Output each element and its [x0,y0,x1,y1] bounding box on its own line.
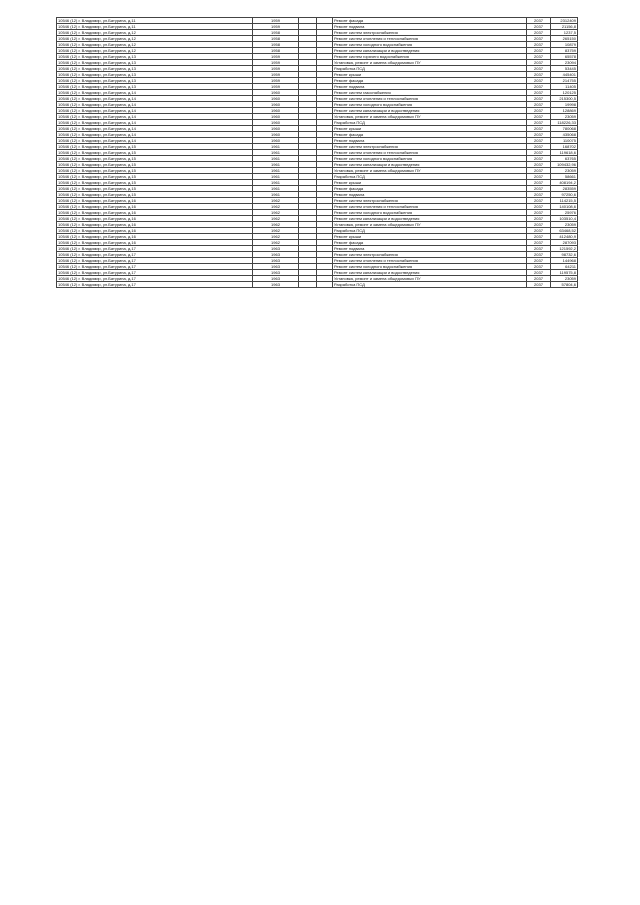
year-cell: 1962 [253,204,299,210]
cost-cell: 2312409 [551,18,578,24]
address-cell: 10546 (12) г. Владимир, ул.Батурина, д.14 [57,102,253,108]
table-body [57,18,578,288]
address-cell: 10546 (12) г. Владимир, ул.Батурина, д.13 [57,66,253,72]
address-cell: 10546 (12) г. Владимир, ул.Батурина, д.14 [57,138,253,144]
address-cell: 10546 (12) г. Владимир, ул.Батурина, д.17 [57,270,253,276]
year-cell: 1963 [253,270,299,276]
planned-year-cell: 2037 [527,54,551,60]
planned-year-cell: 2037 [527,66,551,72]
year-cell: 1959 [253,54,299,60]
cost-cell: 23059 [551,114,578,120]
address-cell: 10546 (12) г. Владимир, ул.Батурина, д.14 [57,108,253,114]
year-cell: 1959 [253,60,299,66]
cost-cell: 283559 [551,186,578,192]
column-6-cell [317,282,333,288]
work-type-cell: Ремонт систем канализации и водоотведения [333,216,527,222]
planned-year-cell: 2037 [527,90,551,96]
year-cell: 1960 [253,120,299,126]
work-type-cell: Ремонт систем отопления и теплоснабжения [333,150,527,156]
cost-cell: 23059 [551,276,578,282]
year-cell: 1960 [253,96,299,102]
address-cell: 10546 (12) г. Владимир, ул.Батурина, д.13 [57,84,253,90]
planned-year-cell: 2037 [527,240,551,246]
cost-cell: 53445 [551,66,578,72]
planned-year-cell: 2037 [527,216,551,222]
planned-year-cell: 2037 [527,132,551,138]
year-cell: 1961 [253,144,299,150]
cost-cell: 119618,6 [551,150,578,156]
cost-cell: 10879 [551,42,578,48]
planned-year-cell: 2037 [527,186,551,192]
planned-year-cell: 2037 [527,60,551,66]
planned-year-cell: 2037 [527,48,551,54]
year-cell: 1961 [253,162,299,168]
work-type-cell: Разработка ПСД [333,228,527,234]
planned-year-cell: 2037 [527,264,551,270]
cost-cell: 780068 [551,126,578,132]
year-cell: 1958 [253,36,299,42]
cost-cell: 214755 [551,78,578,84]
address-cell: 10546 (12) г. Владимир, ул.Батурина, д.15 [57,144,253,150]
planned-year-cell: 2037 [527,36,551,42]
planned-year-cell: 2037 [527,108,551,114]
year-cell: 1961 [253,180,299,186]
year-cell: 1960 [253,138,299,144]
address-cell: 10546 (12) г. Владимир, ул.Батурина, д.14 [57,126,253,132]
address-cell: 10546 (12) г. Владимир, ул.Батурина, д.16 [57,204,253,210]
planned-year-cell: 2037 [527,252,551,258]
address-cell: 10546 (12) г. Владимир, ул.Батурина, д.14 [57,90,253,96]
address-cell: 10546 (12) г. Владимир, ул.Батурина, д.12 [57,30,253,36]
year-cell: 1958 [253,48,299,54]
planned-year-cell: 2037 [527,246,551,252]
cost-cell: 128869 [551,108,578,114]
planned-year-cell: 2037 [527,198,551,204]
table-row [57,282,578,288]
cost-cell: 121592,2 [551,246,578,252]
year-cell: 1963 [253,252,299,258]
address-cell: 10546 (12) г. Владимир, ул.Батурина, д.16 [57,198,253,204]
year-cell: 1963 [253,246,299,252]
planned-year-cell: 2037 [527,270,551,276]
address-cell: 10546 (12) г. Владимир, ул.Батурина, д.14 [57,132,253,138]
cost-cell: 83759 [551,48,578,54]
work-type-cell: Ремонт систем холодного водоснабжения [333,156,527,162]
planned-year-cell: 2037 [527,84,551,90]
year-cell: 1961 [253,174,299,180]
work-type-cell: Ремонт систем отопления и теплоснабжения [333,204,527,210]
work-type-cell: Ремонт фасада [333,240,527,246]
year-cell: 1960 [253,114,299,120]
cost-cell: 21156,8 [551,24,578,30]
cost-cell: 19998 [551,102,578,108]
work-type-cell: Ремонт систем электроснабжения [333,144,527,150]
year-cell: 1962 [253,234,299,240]
address-cell: 10546 (12) г. Владимир, ул.Батурина, д.11 [57,18,253,24]
cost-cell: 63765 [551,156,578,162]
address-cell: 10546 (12) г. Владимир, ул.Батурина, д.15 [57,180,253,186]
cost-cell: 140108,6 [551,204,578,210]
planned-year-cell: 2037 [527,144,551,150]
work-type-cell: Ремонт крыши [333,234,527,240]
work-type-cell: Ремонт систем холодного водоснабжения [333,210,527,216]
work-type-cell: Ремонт систем канализации и водоотведения [333,162,527,168]
work-type-cell: Ремонт подвала [333,192,527,198]
planned-year-cell: 2037 [527,30,551,36]
planned-year-cell: 2037 [527,114,551,120]
year-cell: 1962 [253,216,299,222]
work-type-cell: Ремонт подвала [333,138,527,144]
cost-cell: 408194,2 [551,180,578,186]
year-cell: 1959 [253,66,299,72]
cost-cell: 110075 [551,138,578,144]
cost-cell: 114215,5 [551,198,578,204]
year-cell: 1961 [253,192,299,198]
work-type-cell: Ремонт крыши [333,180,527,186]
address-cell: 10546 (12) г. Владимир, ул.Батурина, д.16 [57,240,253,246]
cost-cell: 118226,33 [551,120,578,126]
address-cell: 10546 (12) г. Владимир, ул.Батурина, д.16 [57,234,253,240]
work-type-cell: Ремонт систем электроснабжения [333,30,527,36]
cost-cell: 63468,52 [551,228,578,234]
planned-year-cell: 2037 [527,156,551,162]
year-cell: 1963 [253,282,299,288]
work-type-cell: Ремонт систем холодного водоснабжения [333,42,527,48]
work-type-cell: Ремонт систем электроснабжения [333,252,527,258]
work-type-cell: Ремонт систем отопления и теплоснабжения [333,258,527,264]
address-cell: 10546 (12) г. Владимир, ул.Батурина, д.17 [57,258,253,264]
year-cell: 1960 [253,108,299,114]
cost-cell: 215300,5 [551,96,578,102]
planned-year-cell: 2037 [527,258,551,264]
cost-cell: 120125 [551,90,578,96]
address-cell: 10546 (12) г. Владимир, ул.Батурина, д.13 [57,60,253,66]
year-cell: 1963 [253,276,299,282]
work-type-cell: Ремонт фасада [333,186,527,192]
work-type-cell: Ремонт фасада [333,132,527,138]
address-cell: 10546 (12) г. Владимир, ул.Батурина, д.16 [57,210,253,216]
year-cell: 1960 [253,90,299,96]
address-cell: 10546 (12) г. Владимир, ул.Батурина, д.11 [57,24,253,30]
year-cell: 1963 [253,264,299,270]
work-type-cell: Установка, ремонт и замена общедомовых ПУ [333,168,527,174]
work-type-cell: Установка, ремонт и замена общедомовых ПУ [333,276,527,282]
planned-year-cell: 2037 [527,102,551,108]
cost-cell: 103510,4 [551,216,578,222]
year-cell: 1962 [253,222,299,228]
work-type-cell: Ремонт систем канализации и водоотведения [333,48,527,54]
work-type-cell: Ремонт систем отопления и теплоснабжения [333,96,527,102]
cost-cell: 144968 [551,258,578,264]
cost-cell: 23059 [551,222,578,228]
address-cell: 10546 (12) г. Владимир, ул.Батурина, д.17 [57,252,253,258]
planned-year-cell: 2037 [527,138,551,144]
address-cell: 10546 (12) г. Владимир, ул.Батурина, д.16 [57,222,253,228]
year-cell: 1959 [253,18,299,24]
address-cell: 10546 (12) г. Владимир, ул.Батурина, д.14 [57,120,253,126]
year-cell: 1958 [253,42,299,48]
cost-cell: 1237,5 [551,30,578,36]
address-cell: 10546 (12) г. Владимир, ул.Батурина, д.12 [57,48,253,54]
work-type-cell: Разработка ПСД [333,174,527,180]
column-5-cell [299,282,317,288]
cost-cell: 287093 [551,240,578,246]
work-type-cell: Ремонт фасада [333,78,527,84]
work-type-cell: Ремонт систем электроснабжения [333,198,527,204]
address-cell: 10546 (12) г. Владимир, ул.Батурина, д.15 [57,174,253,180]
year-cell: 1960 [253,126,299,132]
address-cell: 10546 (12) г. Владимир, ул.Батурина, д.15 [57,186,253,192]
cost-cell: 64211 [551,264,578,270]
address-cell: 10546 (12) г. Владимир, ул.Батурина, д.15 [57,192,253,198]
cost-cell: 109432,96 [551,162,578,168]
planned-year-cell: 2037 [527,162,551,168]
address-cell: 10546 (12) г. Владимир, ул.Батурина, д.13 [57,72,253,78]
address-cell: 10546 (12) г. Владимир, ул.Батурина, д.17 [57,282,253,288]
work-type-cell: Ремонт систем холодного водоснабжения [333,264,527,270]
planned-year-cell: 2037 [527,222,551,228]
cost-cell: 58661 [551,174,578,180]
cost-cell: 25976 [551,210,578,216]
work-type-cell: Ремонт фасада [333,18,527,24]
cost-cell: 23094 [551,60,578,66]
cost-cell: 98732,6 [551,252,578,258]
work-type-cell: Установка, ремонт и замена общедомовых ПУ [333,60,527,66]
work-type-cell: Ремонт подвала [333,24,527,30]
address-cell: 10546 (12) г. Владимир, ул.Батурина, д.13 [57,78,253,84]
planned-year-cell: 2037 [527,276,551,282]
planned-year-cell: 2037 [527,96,551,102]
planned-year-cell: 2037 [527,228,551,234]
work-type-cell: Ремонт крыши [333,126,527,132]
work-type-cell: Ремонт систем канализации и водоотведения [333,108,527,114]
planned-year-cell: 2037 [527,126,551,132]
year-cell: 1959 [253,72,299,78]
work-type-cell: Ремонт систем отопления и теплоснабжения [333,36,527,42]
planned-year-cell: 2037 [527,72,551,78]
estimate-table [56,17,578,288]
planned-year-cell: 2037 [527,192,551,198]
year-cell: 1961 [253,168,299,174]
work-type-cell: Ремонт систем холодного водоснабжения [333,102,527,108]
work-type-cell: Разработка ПСД [333,120,527,126]
cost-cell: 412480,9 [551,234,578,240]
address-cell: 10546 (12) г. Владимир, ул.Батурина, д.15 [57,162,253,168]
cost-cell: 23059 [551,168,578,174]
work-type-cell: Ремонт крыши [333,72,527,78]
cost-cell: 11405 [551,84,578,90]
address-cell: 10546 (12) г. Владимир, ул.Батурина, д.13 [57,54,253,60]
planned-year-cell: 2037 [527,234,551,240]
work-type-cell: Ремонт систем горячего водоснабжения [333,54,527,60]
cost-cell: 435068 [551,132,578,138]
year-cell: 1959 [253,78,299,84]
year-cell: 1960 [253,102,299,108]
work-type-cell: Ремонт подвала [333,84,527,90]
work-type-cell: Разработка ПСД [333,282,527,288]
address-cell: 10546 (12) г. Владимир, ул.Батурина, д.12 [57,42,253,48]
planned-year-cell: 2037 [527,174,551,180]
work-type-cell: Ремонт подвала [333,246,527,252]
cost-cell: 97250,6 [551,192,578,198]
planned-year-cell: 2037 [527,204,551,210]
planned-year-cell: 2037 [527,150,551,156]
planned-year-cell: 2037 [527,210,551,216]
cost-cell: 57804,6 [551,282,578,288]
cost-cell: 168702 [551,144,578,150]
address-cell: 10546 (12) г. Владимир, ул.Батурина, д.15 [57,156,253,162]
year-cell: 1960 [253,132,299,138]
planned-year-cell: 2037 [527,78,551,84]
year-cell: 1961 [253,156,299,162]
planned-year-cell: 2037 [527,24,551,30]
address-cell: 10546 (12) г. Владимир, ул.Батурина, д.14 [57,96,253,102]
planned-year-cell: 2037 [527,180,551,186]
planned-year-cell: 2037 [527,168,551,174]
address-cell: 10546 (12) г. Владимир, ул.Батурина, д.16 [57,228,253,234]
work-type-cell: Ремонт систем газоснабжения [333,90,527,96]
address-cell: 10546 (12) г. Владимир, ул.Батурина, д.12 [57,36,253,42]
address-cell: 10546 (12) г. Владимир, ул.Батурина, д.17 [57,264,253,270]
year-cell: 1962 [253,198,299,204]
address-cell: 10546 (12) г. Владимир, ул.Батурина, д.14 [57,114,253,120]
work-type-cell: Разработка ПСД [333,66,527,72]
work-type-cell: Установка, ремонт и замена общедомовых ПУ [333,114,527,120]
cost-cell: 65578 [551,54,578,60]
planned-year-cell: 2037 [527,120,551,126]
planned-year-cell: 2037 [527,18,551,24]
year-cell: 1958 [253,30,299,36]
year-cell: 1962 [253,210,299,216]
year-cell: 1963 [253,258,299,264]
cost-cell: 445401 [551,72,578,78]
year-cell: 1961 [253,186,299,192]
planned-year-cell: 2037 [527,42,551,48]
cost-cell: 119575,8 [551,270,578,276]
address-cell: 10546 (12) г. Владимир, ул.Батурина, д.17 [57,276,253,282]
year-cell: 1959 [253,24,299,30]
address-cell: 10546 (12) г. Владимир, ул.Батурина, д.15 [57,150,253,156]
work-type-cell: Установка, ремонт и замена общедомовых ПУ [333,222,527,228]
address-cell: 10546 (12) г. Владимир, ул.Батурина, д.15 [57,168,253,174]
work-type-cell: Ремонт систем канализации и водоотведения [333,270,527,276]
address-cell: 10546 (12) г. Владимир, ул.Батурина, д.17 [57,246,253,252]
year-cell: 1961 [253,150,299,156]
address-cell: 10546 (12) г. Владимир, ул.Батурина, д.16 [57,216,253,222]
year-cell: 1959 [253,84,299,90]
year-cell: 1962 [253,240,299,246]
year-cell: 1962 [253,228,299,234]
planned-year-cell: 2037 [527,282,551,288]
cost-cell: 265150 [551,36,578,42]
